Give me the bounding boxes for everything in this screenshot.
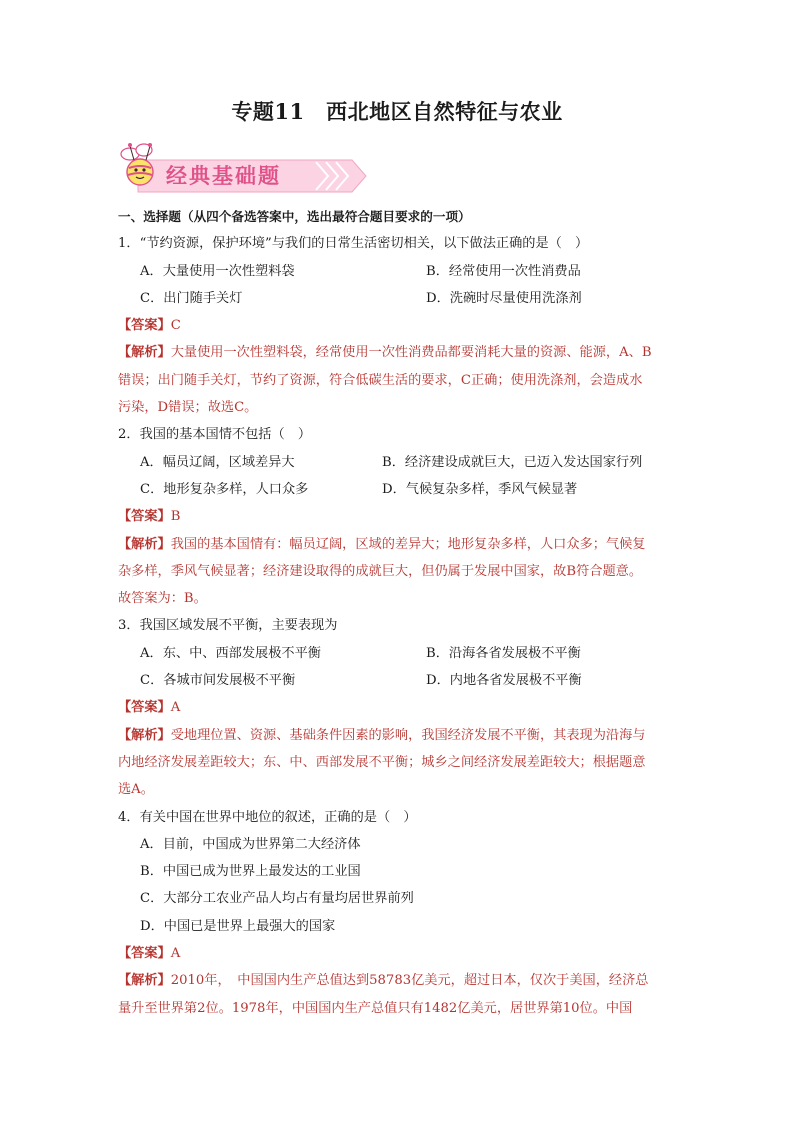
- option-row: [118, 258, 682, 285]
- answer-value: C: [170, 318, 181, 334]
- analysis-block: [118, 967, 682, 1022]
- page-title: 专题11 西北地区自然特征与农业: [231, 99, 563, 124]
- bee-icon: [121, 143, 153, 185]
- option-row: [118, 667, 682, 694]
- answer-value: B: [170, 509, 181, 525]
- answer-line: [118, 694, 682, 721]
- option-c: C．大部分工农业产品人均占有量均居世界前列: [140, 891, 414, 907]
- answer-value: A: [170, 946, 181, 962]
- answer-line: [118, 312, 682, 339]
- answer-line: [118, 940, 682, 967]
- analysis-line: 污染，D错误；故选C。: [118, 400, 258, 416]
- option-row: [118, 285, 682, 312]
- section-heading: 一、选择题（从四个备选答案中，选出最符合题目要求的一项）: [118, 209, 471, 224]
- analysis-block: [118, 339, 682, 421]
- option-b: B．经济建设成就巨大，已迈入发达国家行列: [382, 454, 643, 470]
- option-a: A．目前，中国成为世界第二大经济体: [140, 836, 361, 852]
- answer-tag: 【答案】: [118, 946, 171, 962]
- analysis-line: 杂多样，季风气候显著；经济建设取得的成就巨大，但仍属于发展中国家，故B符合题意。: [118, 563, 642, 579]
- question-list: [118, 203, 682, 1022]
- option-c: C．出门随手关灯: [140, 290, 243, 306]
- option-d: D．洗碗时尽量使用洗涤剂: [426, 290, 582, 306]
- analysis-line: 大量使用一次性塑料袋，经常使用一次性消费品都要消耗大量的资源、能源，A、B: [170, 345, 652, 361]
- answer-line: [118, 503, 682, 530]
- option-a: A．幅员辽阔，区域差异大: [140, 454, 295, 470]
- analysis-line: 选A。: [118, 782, 154, 798]
- option-a: A．东、中、西部发展极不平衡: [140, 645, 321, 661]
- analysis-block: [118, 531, 682, 613]
- question-stem: 1．“节约资源，保护环境”与我们的日常生活密切相关，以下做法正确的是（ ）: [118, 236, 589, 252]
- option-a: A．大量使用一次性塑料袋: [140, 263, 295, 279]
- analysis-tag: 【解析】: [118, 536, 171, 552]
- question-stem: 4．有关中国在世界中地位的叙述，正确的是（ ）: [118, 809, 417, 825]
- analysis-tag: 【解析】: [118, 727, 171, 743]
- option-d: D．中国已是世界上最强大的国家: [140, 918, 336, 934]
- banner-label: 经典基础题: [166, 164, 281, 188]
- analysis-line: 故答案为：B。: [118, 591, 207, 607]
- answer-value: A: [170, 700, 181, 716]
- option-row: [118, 640, 682, 667]
- option-b: B．中国已成为世界上最发达的工业国: [140, 864, 361, 880]
- option-d: D．内地各省发展极不平衡: [426, 673, 582, 689]
- option-row: [118, 476, 682, 503]
- analysis-line: 内地经济发展差距较大；东、中、西部发展不平衡；城乡之间经济发展差距较大；根据题意: [118, 754, 646, 770]
- option-c: C．各城市间发展极不平衡: [140, 673, 296, 689]
- answer-tag: 【答案】: [118, 318, 171, 334]
- analysis-line: 量升至世界第2位。1978年，中国国内生产总值只有1482亿美元，居世界第10位。中国: [118, 1000, 633, 1016]
- question-stem: 3．我国区域发展不平衡，主要表现为: [118, 618, 338, 634]
- option-c: C．地形复杂多样，人口众多: [140, 481, 309, 497]
- option-d: D．气候复杂多样，季风气候显著: [382, 481, 578, 497]
- answer-tag: 【答案】: [118, 509, 171, 525]
- answer-tag: 【答案】: [118, 700, 171, 716]
- analysis-block: [118, 722, 682, 804]
- option-b: B．沿海各省发展极不平衡: [426, 645, 581, 661]
- option-b: B．经常使用一次性消费品: [426, 263, 581, 279]
- analysis-tag: 【解析】: [118, 973, 171, 989]
- analysis-line: 2010年， 中国国内生产总值达到58783亿美元，超过日本，仅次于美国，经济总: [170, 973, 649, 989]
- option-row: [118, 449, 682, 476]
- analysis-line: 错误；出门随手关灯，节约了资源，符合低碳生活的要求，C正确；使用洗涤剂，会造成水: [118, 372, 643, 388]
- analysis-tag: 【解析】: [118, 345, 171, 361]
- analysis-line: 我国的基本国情有：幅员辽阔，区域的差异大；地形复杂多样，人口众多；气候复: [170, 536, 646, 552]
- section-banner: [116, 138, 376, 202]
- question-stem: 2．我国的基本国情不包括（ ）: [118, 427, 312, 443]
- analysis-line: 受地理位置、资源、基础条件因素的影响，我国经济发展不平衡，其表现为沿海与: [170, 727, 646, 743]
